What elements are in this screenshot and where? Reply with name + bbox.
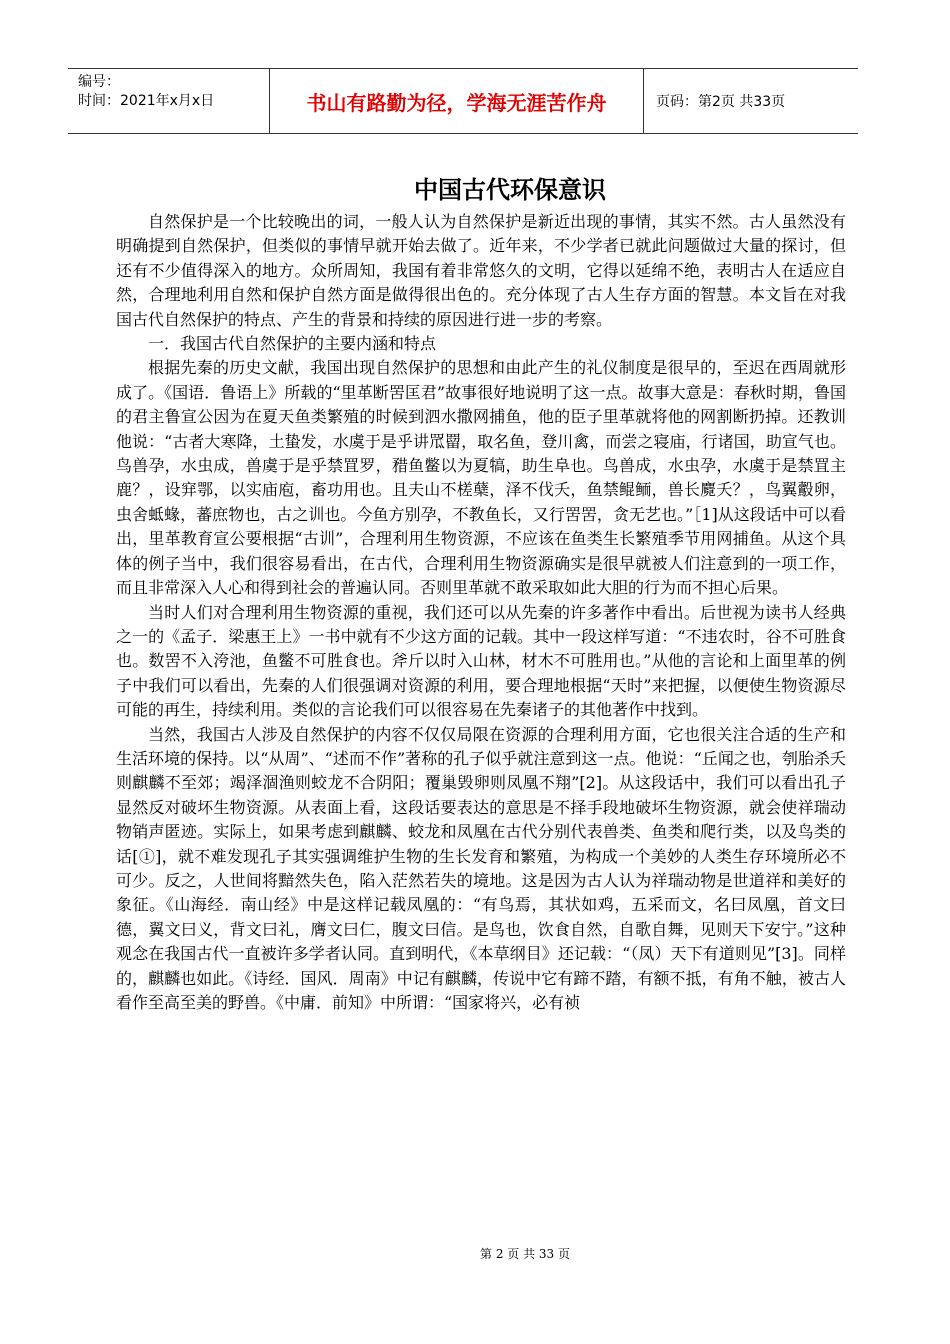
page-footer: 第 2 页 共 33 页 <box>480 1247 570 1261</box>
header-motto: 书山有路勤为径，学海无涯苦作舟 <box>270 69 644 133</box>
header-page-info: 页码：第2页 共33页 <box>656 94 786 110</box>
header-meta <box>68 69 270 133</box>
paragraph: 当时人们对合理利用生物资源的重视，我们还可以从先秦的许多著作中看出。后世视为读书人经典之一的《孟子．梁惠王上》一书中就有不少这方面的记载。其中一段这样写道：“不违农时，谷不可胜食也。数罟不入洿池，鱼鳖不可胜食也。斧斤以时入山林，材木不可胜用也。”从他的言论和上面里革的例子中我们可以看出，先秦的人们很强调对资源的利用，要合理地根据“天时”来把握，以便使生物资源尽可能的再生，持续利用。类似的言论我们可以很容易在先秦诸子的其他著作中找到。 <box>116 602 846 720</box>
document-title: 中国古代环保意识 <box>414 176 606 204</box>
paragraph: 自然保护是一个比较晚出的词，一般人认为自然保护是新近出现的事情，其实不然。古人虽然没有明确提到自然保护，但类似的事情早就开始去做了。近年来，不少学者已就此问题做过大量的探讨，但还有不少值得深入的地方。众所周知，我国有着非常悠久的文明，它得以延绵不绝，表明古人在适应自然，合理地利用自然和保护自然方面是做得很出色的。充分体现了古人生存方面的智慧。本文旨在对我国古代自然保护的特点、产生的背景和持续的原因进行进一步的考察。 <box>116 212 846 329</box>
page-header <box>68 68 858 134</box>
section-heading: 一．我国古代自然保护的主要内涵和特点 <box>148 334 437 354</box>
number-label: 编号： <box>78 74 120 90</box>
paragraph: 当然，我国古人涉及自然保护的内容不仅仅局限在资源的合理利用方面，它也很关注合适的生产和生活环境的保持。以“从周”、“述而不作”著称的孔子似乎就注意到这一点。他说：“丘闻之也，刳胎杀夭则麒麟不至郊；竭泽涸渔则蛟龙不合阴阳；覆巢毁卵则凤凰不翔”[2]。从这段话中，我们可以看出孔子显然反对破坏生物资源。从表面上看，这段话要表达的意思是不择手段地破坏生物资源，就会使祥瑞动物销声匿迹。实际上，如果考虑到麒麟、蛟龙和凤凰在古代分别代表兽类、鱼类和爬行类，以及鸟类的话[①]，就不难发现孔子其实强调维护生物的生长发育和繁殖，为构成一个美妙的人类生存环境所必不可少。反之，人世间将黯然失色，陷入茫然若失的境地。这是因为古人认为祥瑞动物是世道祥和美好的象征。《山海经．南山经》中是这样记载凤凰的：“有鸟焉，其状如鸡，五采而文，名曰凤凰，首文曰德，翼文曰义，背文曰礼，膺文曰仁，腹文曰信。是鸟也，饮食自然，自歌自舞，见则天下安宁。”这种观念在我国古代一直被许多学者认同。直到明代，《本草纲目》还记载：“（凤）天下有道则见”[3]。同样的，麒麟也如此。《诗经．国风．周南》中记有麒麟，传说中它有蹄不踏，有额不抵，有角不触，被古人看作至高至美的野兽。《中庸．前知》中所谓：“国家将兴，必有祯 <box>116 724 846 1012</box>
paragraph: 根据先秦的历史文献，我国出现自然保护的思想和由此产生的礼仪制度是很早的，至迟在西周就形成了。《国语．鲁语上》所载的“里革断罟匡君”故事很好地说明了这一点。故事大意是：春秋时期，鲁国的君主鲁宣公因为在夏天鱼类繁殖的时候到泗水撒网捕鱼，他的臣子里革就将他的网割断扔掉。还教训他说：“古者大寒降，土蛰发，水虞于是乎讲罛罶，取名鱼，登川禽，而尝之寝庙，行诸国，助宣气也。鸟兽孕，水虫成，兽虞于是乎禁罝罗，矠鱼鳖以为夏犒，助生阜也。鸟兽成，水虫孕，水虞于是禁罝主鹿？，设穽鄂，以实庙庖，畜功用也。且夫山不槎蘖，泽不伐夭，鱼禁鲲鲕，兽长麑夭？，鸟翼鷇卵，虫舍蚳蝝，蕃庶物也，古之训也。今鱼方别孕，不教鱼长，又行罟罟，贪无艺也。”［1]从这段话中可以看出，里革教育宣公要根据“古训”，合理利用生物资源，不应该在鱼类生长繁殖季节用网捕鱼。从这个具体的例子当中，我们很容易看出，在古代，合理利用生物资源确实是很早就被人们注意到的一项工作，而且非常深入人心和得到社会的普遍认同。否则里革就不敢采取如此大胆的行为而不担心后果。 <box>116 358 846 598</box>
time-label: 时间：2021年x月x日 <box>78 93 215 109</box>
document-body <box>116 210 846 1015</box>
